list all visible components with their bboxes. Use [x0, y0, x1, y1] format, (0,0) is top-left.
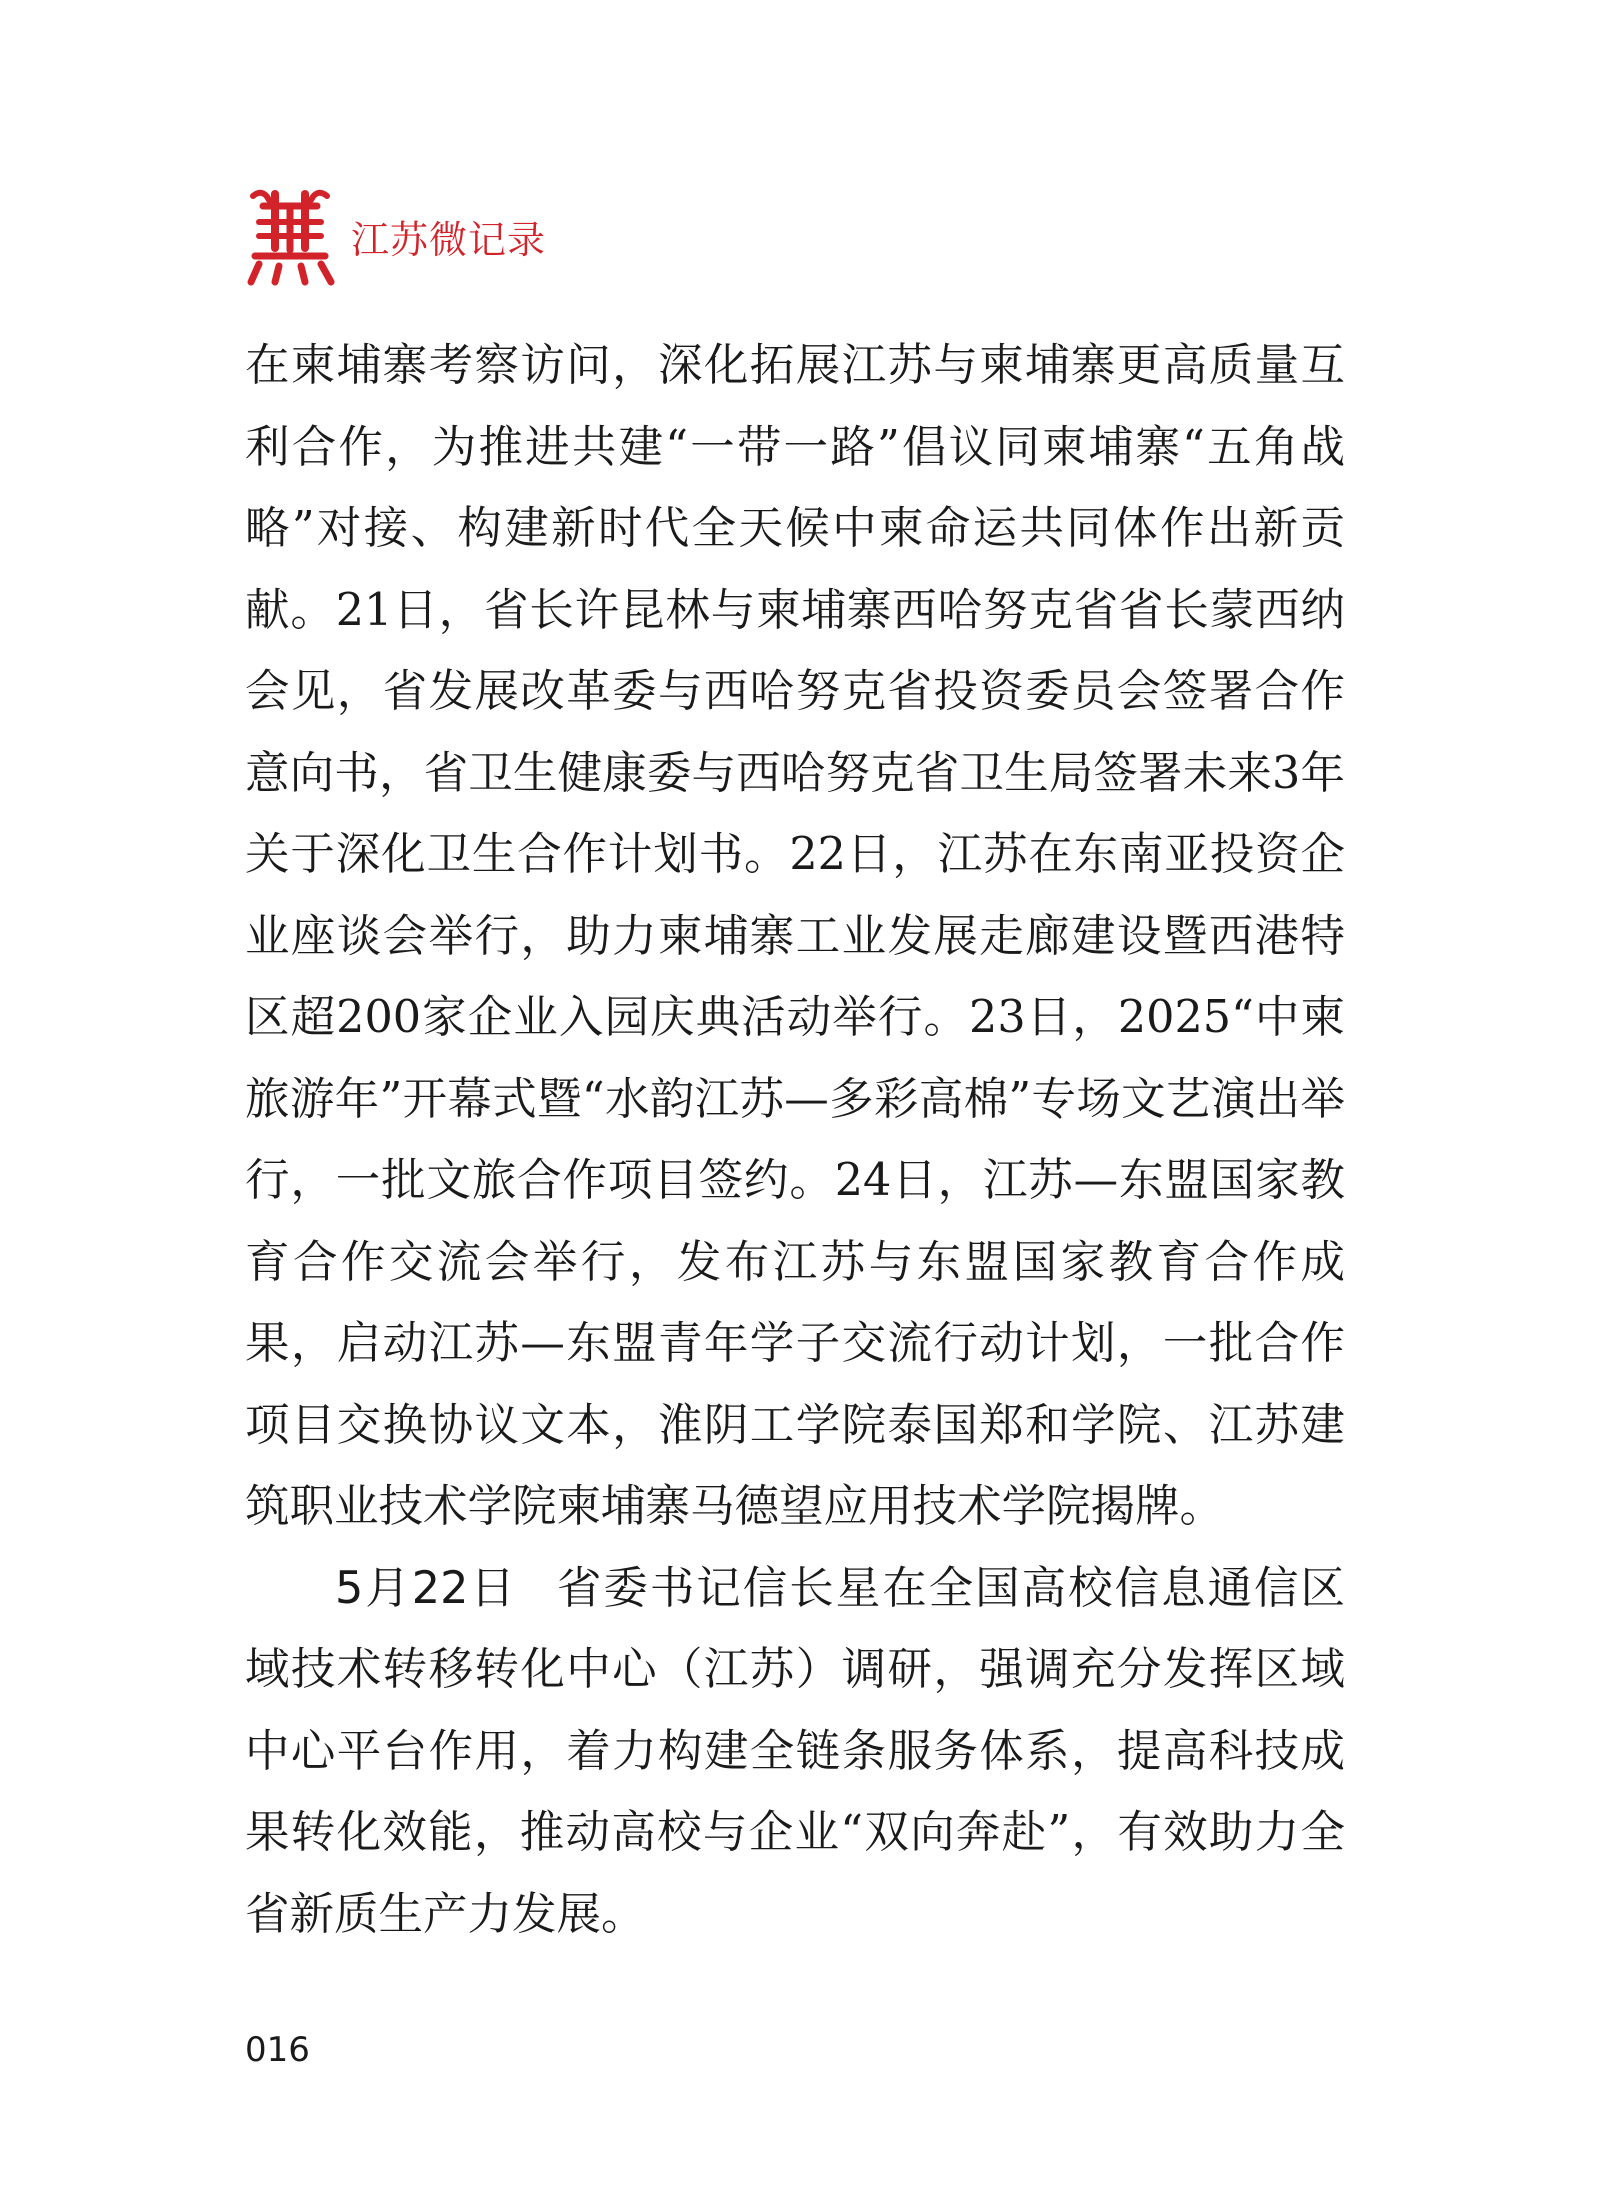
page-number: 016 [245, 2030, 310, 2070]
paragraph-continued: 在柬埔寨考察访问，深化拓展江苏与柬埔寨更高质量互利合作，为推进共建“一带一路”倡议同柬埔寨“五角战略”对接、构建新时代全天候中柬命运共同体作出新贡献。21日，省长许昆林与柬埔寨西哈努克省省长蒙西纳会见，省发展改革委与西哈努克省投资委员会签署合作意向书，省卫生健康委与西哈努克省卫生局签署未来3年关于深化卫生合作计划书。22日，江苏在东南亚投资企业座谈会举行，助力柬埔寨工业发展走廊建设暨西港特区超200家企业入园庆典活动举行。23日，2025“中柬旅游年”开幕式暨“水韵江苏—多彩高棉”专场文艺演出举行，一批文旅合作项目签约。24日，江苏—东盟国家教育合作交流会举行，发布江苏与东盟国家教育合作成果，启动江苏—东盟青年学子交流行动计划，一批合作项目交换协议文本，淮阴工学院泰国郑和学院、江苏建筑职业技术学院柬埔寨马德望应用技术学院揭牌。 [245, 340, 1345, 1532]
page-header [245, 186, 546, 286]
jiangsu-red-seal-icon [245, 186, 335, 286]
article-body [245, 325, 1345, 1955]
publication-title: 江苏微记录 [351, 217, 547, 262]
paragraph-entry [245, 1548, 1345, 1956]
entry-text: 省委书记信长星在全国高校信息通信区域技术转移转化中心（江苏）调研，强调充分发挥区域中心平台作用，着力构建全链条服务体系，提高科技成果转化效能，推动高校与企业“双向奔赴”，有效助力全省新质生产力发展。 [245, 1562, 1345, 1940]
entry-date: 5月22日 [335, 1562, 517, 1614]
